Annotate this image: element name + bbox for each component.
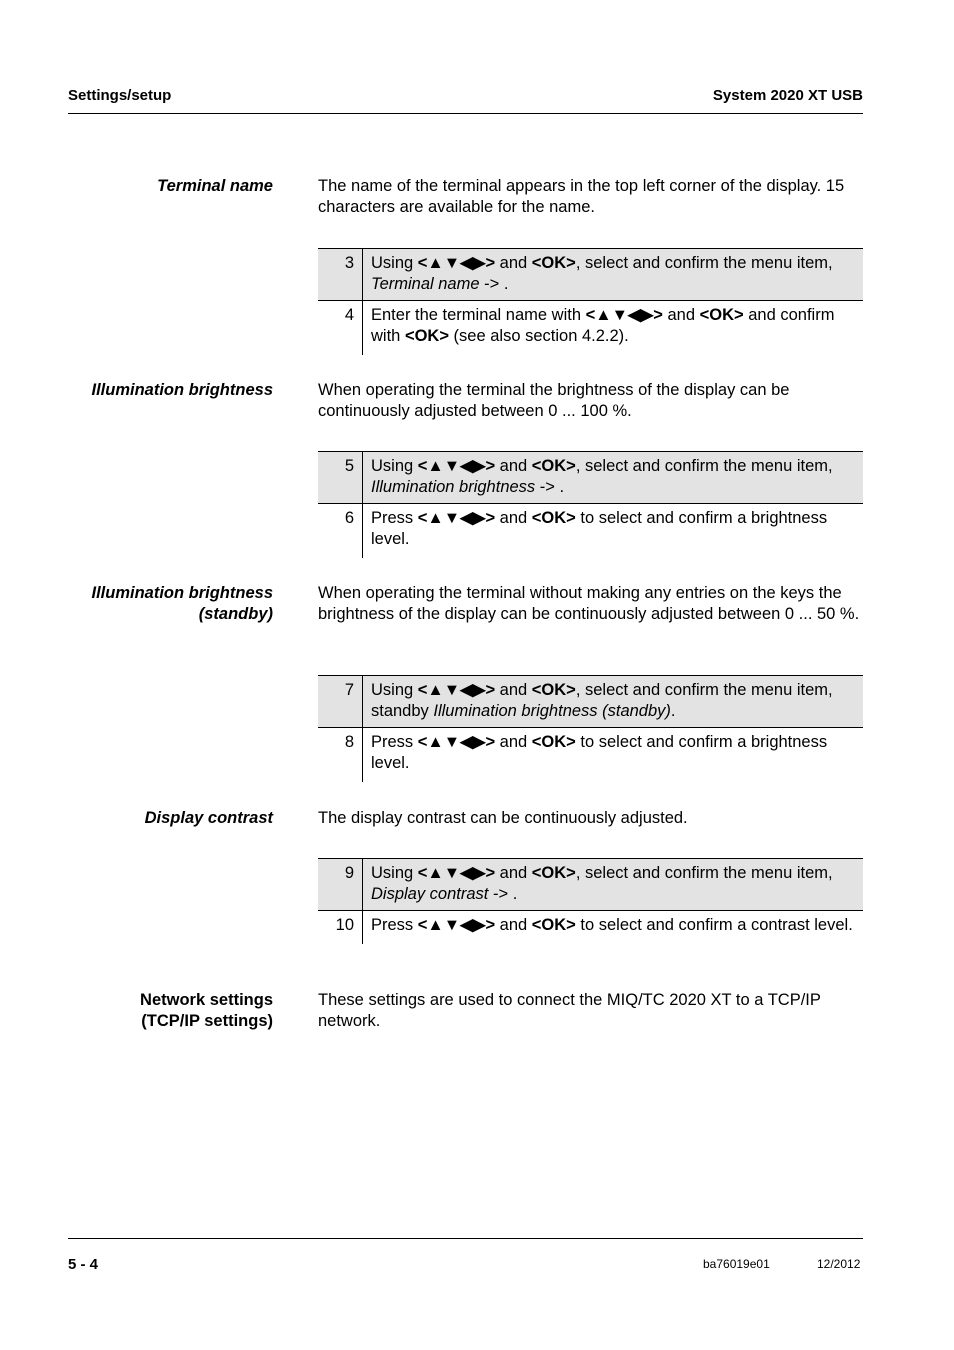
arrow-keys-label: <▲▼◀▶> bbox=[585, 306, 663, 324]
arrow-keys-label: <▲▼◀▶> bbox=[417, 733, 496, 751]
step-text: Enter the terminal name with <▲▼◀▶> and <OK> and confirm with <OK> (see also section 4.2.2). bbox=[371, 306, 835, 345]
arrow-keys-label: <▲▼◀▶> bbox=[417, 457, 496, 475]
standby-steps bbox=[318, 675, 863, 782]
step-number: 5 bbox=[318, 452, 363, 504]
step-number: 10 bbox=[318, 911, 363, 945]
step-row bbox=[318, 504, 863, 559]
section-label-network-settings: Network settings (TCP/IP settings) bbox=[140, 991, 273, 1030]
step-text: Using <▲▼◀▶> and <OK>, select and confirm the menu item, Terminal name -> . bbox=[363, 249, 864, 301]
contrast-steps bbox=[318, 858, 863, 944]
standby-description: When operating the terminal without making any entries on the keys the brightness of the display can be continuously adjusted between 0 ... 50 %. bbox=[318, 584, 860, 623]
step-number: 6 bbox=[318, 504, 363, 559]
menu-item-name: Illumination brightness (standby) bbox=[433, 702, 671, 720]
network-description: These settings are used to connect the MIQ/TC 2020 XT to a TCP/IP network. bbox=[318, 991, 821, 1030]
step-row bbox=[318, 859, 863, 911]
step-text: Press <▲▼◀▶> and <OK> to select and confirm a brightness level. bbox=[371, 509, 828, 548]
arrow-keys-label: <▲▼◀▶> bbox=[417, 916, 496, 934]
ok-key-label: <OK> bbox=[531, 457, 576, 475]
section-label-terminal-name: Terminal name bbox=[157, 177, 273, 195]
ok-key-label: <OK> bbox=[531, 254, 576, 272]
ok-key-label: <OK> bbox=[531, 864, 576, 882]
step-text: Press <▲▼◀▶> and <OK> to select and confirm a brightness level. bbox=[371, 733, 828, 772]
step-row bbox=[318, 301, 863, 356]
step-number: 7 bbox=[318, 676, 363, 728]
step-text: Using <▲▼◀▶> and <OK>, select and confirm the menu item, Display contrast -> . bbox=[363, 859, 864, 911]
arrow-keys-label: <▲▼◀▶> bbox=[417, 254, 496, 272]
ok-key-label: <OK> bbox=[531, 509, 576, 527]
step-number: 4 bbox=[318, 301, 363, 356]
step-number: 9 bbox=[318, 859, 363, 911]
section-label-illumination-brightness: Illumination brightness bbox=[91, 381, 273, 399]
step-row bbox=[318, 728, 863, 783]
step-row bbox=[318, 452, 863, 504]
step-text: Using <▲▼◀▶> and <OK>, select and confirm the menu item, Illumination brightness -> . bbox=[363, 452, 864, 504]
ok-key-label: <OK> bbox=[531, 916, 576, 934]
contrast-description: The display contrast can be continuously adjusted. bbox=[318, 809, 688, 827]
page-number: 5 - 4 bbox=[68, 1256, 99, 1273]
running-header-product: System 2020 XT USB bbox=[712, 87, 863, 104]
arrow-keys-label: <▲▼◀▶> bbox=[417, 864, 496, 882]
terminal-name-description: The name of the terminal appears in the top left corner of the display. 15 characters are available for the name. bbox=[318, 177, 845, 216]
ok-key-label: <OK> bbox=[699, 306, 744, 324]
section-label-display-contrast: Display contrast bbox=[144, 809, 273, 827]
ok-key-label: <OK> bbox=[531, 681, 576, 699]
illumination-description: When operating the terminal the brightness of the display can be continuously adjusted between 0 ... 100 %. bbox=[318, 381, 790, 420]
step-text: Press <▲▼◀▶> and <OK> to select and confirm a contrast level. bbox=[371, 916, 853, 934]
menu-item-name: Display contrast bbox=[371, 885, 489, 903]
menu-item-name: Illumination brightness bbox=[371, 478, 536, 496]
step-number: 8 bbox=[318, 728, 363, 783]
step-row bbox=[318, 676, 863, 728]
footer-rule bbox=[68, 1238, 863, 1239]
ok-key-label: <OK> bbox=[531, 733, 576, 751]
terminal-name-steps bbox=[318, 248, 863, 355]
step-row bbox=[318, 911, 863, 945]
header-rule bbox=[68, 113, 863, 114]
menu-item-name: Terminal name bbox=[371, 275, 480, 293]
arrow-keys-label: <▲▼◀▶> bbox=[417, 509, 496, 527]
document-date: 12/2012 bbox=[817, 1257, 861, 1271]
step-number: 3 bbox=[318, 249, 363, 301]
document-id: ba76019e01 bbox=[703, 1257, 770, 1271]
arrow-keys-label: <▲▼◀▶> bbox=[417, 681, 496, 699]
illumination-steps bbox=[318, 451, 863, 558]
step-text: Using <▲▼◀▶> and <OK>, select and confirm the menu item, standby Illumination brightness (standby). bbox=[363, 676, 864, 728]
running-header-chapter: Settings/setup bbox=[68, 87, 172, 104]
ok-key-label: <OK> bbox=[404, 327, 449, 345]
step-row bbox=[318, 249, 863, 301]
section-label-illumination-standby: Illumination brightness (standby) bbox=[91, 584, 273, 623]
